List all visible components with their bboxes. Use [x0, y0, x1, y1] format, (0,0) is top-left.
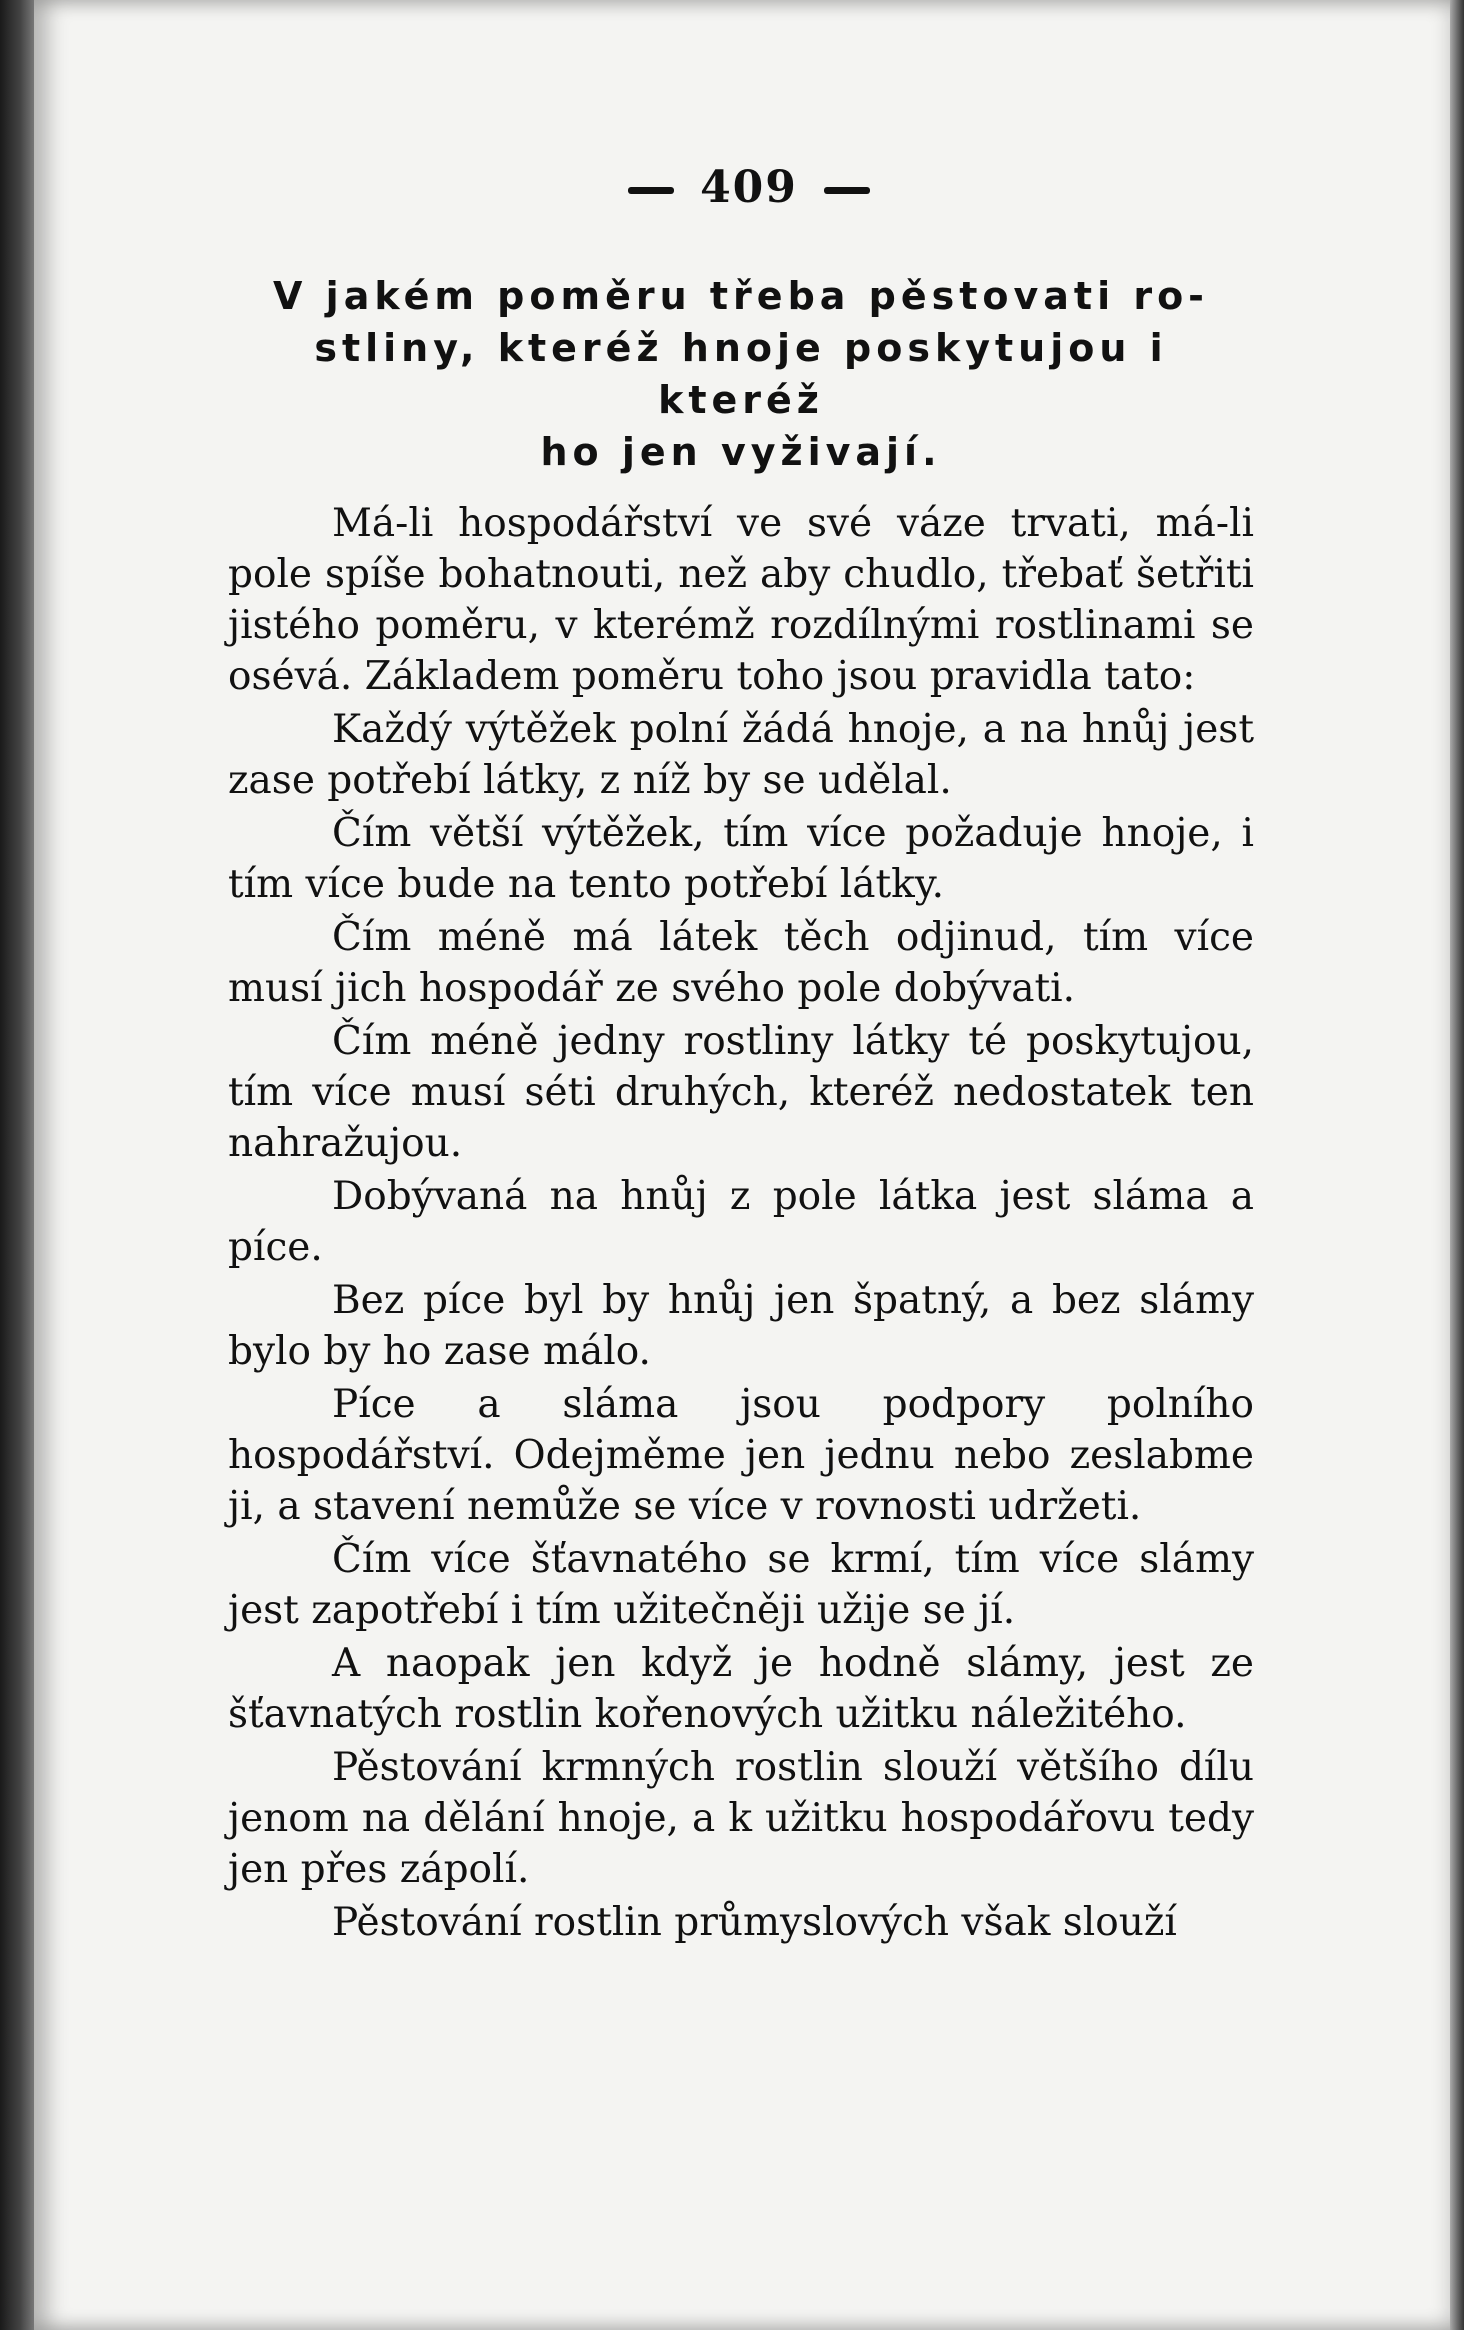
page-content	[228, 270, 1254, 1950]
heading-line: V jakém poměru třeba pěstovati ro-	[273, 274, 1209, 318]
paragraph: Čím více šťavnatého se krmí, tím více slámy jest zapotřebí i tím užitečněji užije se jí.	[228, 1537, 1254, 1633]
paragraph: Má-li hospodářství ve své váze trvati, má-li pole spíše bohatnouti, než aby chudlo, třebať šetřiti jistého poměru, v kterémž rozdílnými rostlinami se osévá. Základem poměru toho jsou pravidla tato:	[228, 501, 1254, 699]
paragraph: Píce a sláma jsou podpory polního hospodářství. Odejměme jen jednu nebo zeslabme ji, a stavení nemůže se více v rovnosti udržeti.	[228, 1382, 1254, 1529]
book-page	[34, 0, 1464, 2330]
paragraph: Bez píce byl by hnůj jen špatný, a bez slámy bylo by ho zase málo.	[228, 1278, 1254, 1374]
paragraph: Pěstování krmných rostlin slouží většího dílu jenom na dělání hnoje, a k užitku hospodářovu tedy jen přes zápolí.	[228, 1745, 1254, 1892]
paragraph: Pěstování rostlin průmyslových však slouží	[332, 1900, 1177, 1945]
paragraph: A naopak jen když je hodně slámy, jest ze šťavnatých rostlin kořenových užitku náležitého.	[228, 1641, 1254, 1737]
paragraph: Dobývaná na hnůj z pole látka jest sláma a píce.	[228, 1174, 1254, 1270]
paragraph: Čím větší výtěžek, tím více požaduje hnoje, i tím více bude na tento potřebí látky.	[228, 811, 1254, 907]
book-spine-shadow	[0, 0, 34, 2330]
page-number-text: 409	[700, 162, 798, 213]
heading-line: stliny, kteréž hnoje poskytujou i kteréž	[314, 326, 1168, 422]
paragraph: Čím méně má látek těch odjinud, tím více musí jich hospodář ze svého pole dobývati.	[228, 915, 1254, 1011]
heading-line: ho jen vyživají.	[540, 430, 942, 474]
paragraph: Čím méně jedny rostliny látky té poskytujou, tím více musí séti druhých, kteréž nedostatek ten nahražujou.	[228, 1019, 1254, 1166]
page-edge-shadow	[1450, 0, 1464, 2330]
section-heading	[228, 270, 1254, 478]
paragraph: Každý výtěžek polní žádá hnoje, a na hnůj jest zase potřebí látky, z níž by se udělal.	[228, 707, 1254, 803]
dash-ornament-right	[824, 187, 870, 194]
dash-ornament-left	[628, 187, 674, 194]
page-number	[34, 162, 1464, 213]
